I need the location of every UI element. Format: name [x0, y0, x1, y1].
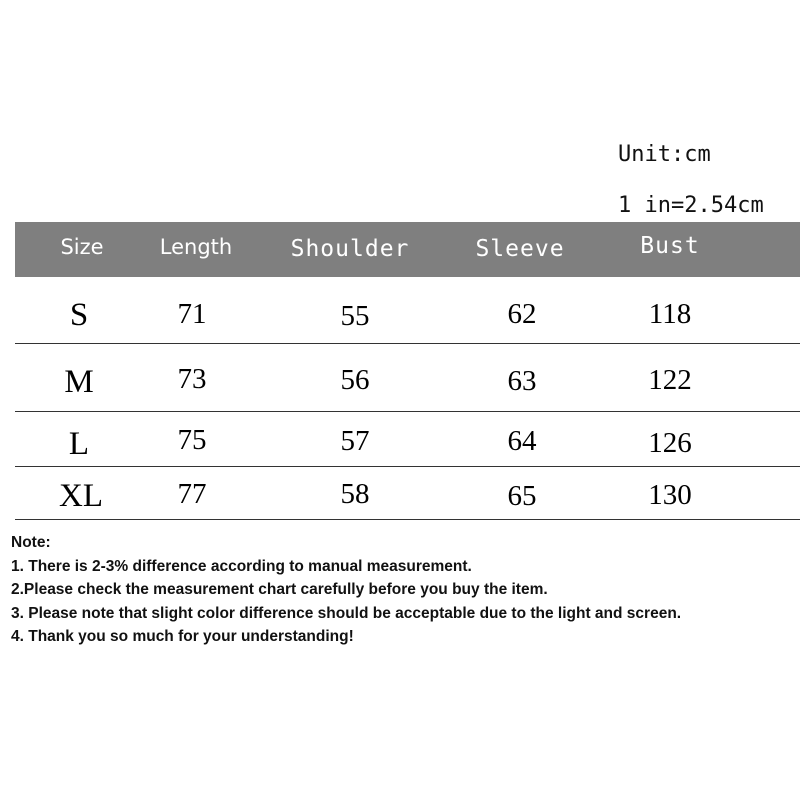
- table-row: [15, 467, 800, 520]
- cell-length: 77: [177, 478, 207, 510]
- cell-shoulder: 55: [340, 300, 370, 332]
- note-item: 2.Please check the measurement chart carefully before you buy the item.: [11, 581, 548, 598]
- table-header: [15, 222, 800, 277]
- cell-sleeve: 62: [507, 298, 537, 330]
- cell-sleeve: 63: [507, 365, 537, 397]
- header-length: Length: [159, 235, 233, 259]
- cell-shoulder: 58: [340, 478, 370, 510]
- cell-bust: 130: [648, 479, 692, 511]
- cell-sleeve: 65: [507, 480, 537, 512]
- header-size: Size: [60, 235, 104, 259]
- header-shoulder: Shoulder: [290, 236, 410, 262]
- table-row: [15, 277, 800, 344]
- cell-bust: 118: [648, 298, 692, 330]
- cell-length: 75: [177, 424, 207, 456]
- unit-conversion: 1 in=2.54cm: [618, 193, 764, 218]
- cell-sleeve: 64: [507, 425, 537, 457]
- notes-title: Note:: [11, 534, 51, 551]
- notes-section: [11, 531, 681, 649]
- cell-shoulder: 56: [340, 364, 370, 396]
- cell-bust: 122: [648, 364, 692, 396]
- note-item: 3. Please note that slight color difference should be acceptable due to the light and screen.: [11, 604, 682, 622]
- cell-size: M: [64, 364, 94, 400]
- cell-size: S: [69, 297, 89, 333]
- table-row: [15, 344, 800, 412]
- cell-size: XL: [59, 478, 103, 514]
- note-item: 1. There is 2-3% difference according to manual measurement.: [11, 557, 472, 575]
- cell-bust: 126: [648, 427, 692, 459]
- cell-length: 71: [177, 298, 207, 330]
- note-item: 4. Thank you so much for your understanding!: [11, 628, 354, 645]
- cell-size: L: [68, 426, 90, 462]
- unit-label: Unit:cm: [618, 142, 711, 167]
- size-chart-table: [15, 222, 800, 520]
- header-sleeve: Sleeve: [475, 236, 565, 262]
- cell-shoulder: 57: [340, 425, 370, 457]
- cell-length: 73: [177, 363, 207, 395]
- table-row: [15, 412, 800, 467]
- header-bust: Bust: [640, 233, 700, 259]
